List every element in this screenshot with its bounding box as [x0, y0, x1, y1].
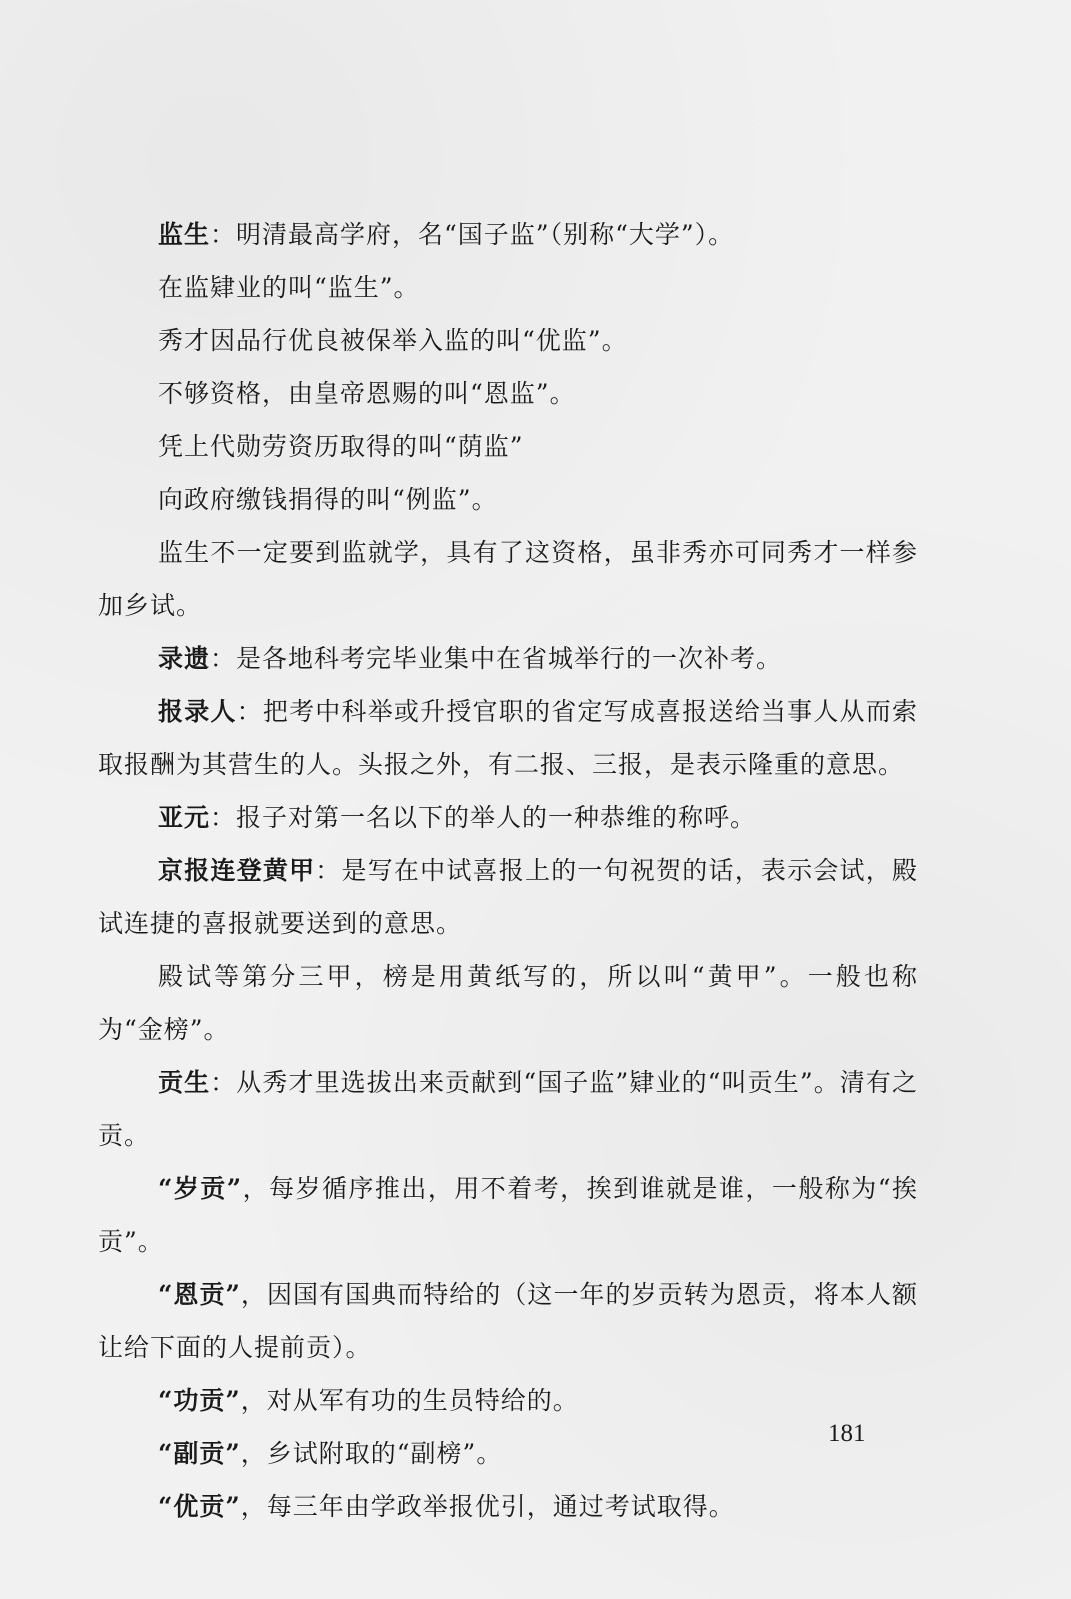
- term-heading: “副贡”: [158, 1439, 241, 1468]
- paragraph: [98, 473, 918, 526]
- paragraph: [98, 1427, 918, 1480]
- term-heading: “优贡”: [158, 1492, 241, 1521]
- term-heading: 京报连登黄甲: [158, 856, 316, 885]
- paragraph: [98, 1268, 918, 1374]
- paragraph-text: ：把考中科举或升授官职的省定写成喜报送给当事人从而索取报酬为其营生的人。头报之外，有二报、三报，是表示隆重的意思。: [98, 697, 918, 779]
- paragraph: [98, 261, 918, 314]
- page-number: 181: [828, 1420, 866, 1447]
- paragraph: [98, 791, 918, 844]
- paragraph-text: ：明清最高学府，名“国子监”（别称“大学”）。: [210, 220, 735, 249]
- term-heading: 监生: [158, 220, 211, 249]
- term-heading: “恩贡”: [158, 1280, 241, 1309]
- body-text: [98, 208, 918, 1533]
- term-heading: “岁贡”: [158, 1174, 243, 1203]
- paragraph-text: ，因国有国典而特给的（这一年的岁贡转为恩贡，将本人额让给下面的人提前贡）。: [98, 1280, 918, 1362]
- paragraph: [98, 420, 918, 473]
- paragraph-text: ，对从军有功的生员特给的。: [240, 1386, 579, 1415]
- paragraph-text: 在监肄业的叫“监生”。: [158, 273, 420, 302]
- paragraph: [98, 1162, 918, 1268]
- paragraph-text: 凭上代勋劳资历取得的叫“荫监”: [158, 432, 524, 461]
- term-heading: 录遗: [158, 644, 211, 673]
- paragraph-text: ：报子对第一名以下的举人的一种恭维的称呼。: [210, 803, 757, 832]
- paragraph: [98, 1374, 918, 1427]
- paragraph: [98, 632, 918, 685]
- paragraph: [98, 1480, 918, 1533]
- paragraph: [98, 526, 918, 632]
- paragraph: [98, 314, 918, 367]
- paragraph: [98, 1056, 918, 1162]
- paragraph-text: 秀才因品行优良被保举入监的叫“优监”。: [158, 326, 628, 355]
- paragraph-text: ，乡试附取的“副榜”。: [240, 1439, 503, 1468]
- term-heading: “功贡”: [158, 1386, 241, 1415]
- paragraph: [98, 685, 918, 791]
- paragraph: [98, 950, 918, 1056]
- term-heading: 贡生: [158, 1068, 211, 1097]
- paragraph-text: ：从秀才里选拔出来贡献到“国子监”肄业的“叫贡生”。清有之贡。: [98, 1068, 918, 1150]
- paragraph: [98, 367, 918, 420]
- paragraph-text: ，每岁循序推出，用不着考，挨到谁就是谁，一般称为“挨贡”。: [98, 1174, 918, 1256]
- paragraph-text: 向政府缴钱捐得的叫“例监”。: [158, 485, 498, 514]
- paragraph-text: 不够资格，由皇帝恩赐的叫“恩监”。: [158, 379, 576, 408]
- paragraph-text: 监生不一定要到监就学，具有了这资格，虽非秀亦可同秀才一样参加乡试。: [98, 538, 918, 620]
- paragraph-text: ：是各地科考完毕业集中在省城举行的一次补考。: [210, 644, 783, 673]
- paragraph: [98, 844, 918, 950]
- term-heading: 亚元: [158, 803, 211, 832]
- paragraph-text: ：是写在中试喜报上的一句祝贺的话，表示会试，殿试连捷的喜报就要送到的意思。: [98, 856, 918, 938]
- paragraph: [98, 208, 918, 261]
- paragraph-text: 殿试等第分三甲，榜是用黄纸写的，所以叫“黄甲”。一般也称为“金榜”。: [98, 962, 918, 1044]
- paragraph-text: ，每三年由学政举报优引，通过考试取得。: [240, 1492, 735, 1521]
- term-heading: 报录人: [158, 697, 237, 726]
